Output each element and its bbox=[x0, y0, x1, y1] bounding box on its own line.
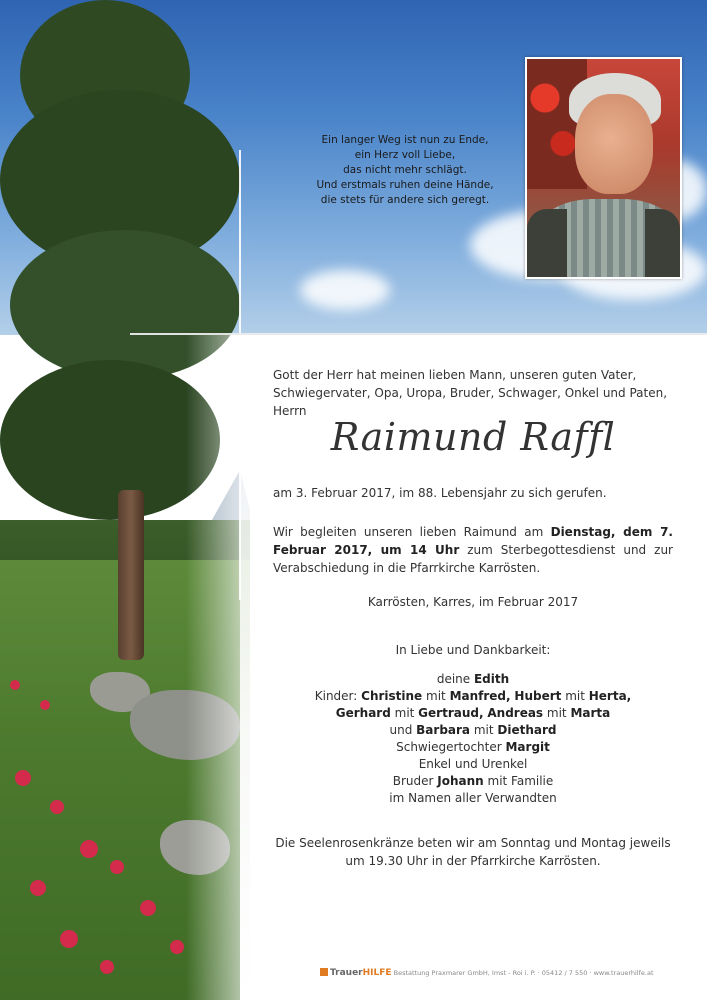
cross-horizontal bbox=[130, 333, 707, 335]
logo-text: Trauer bbox=[330, 968, 363, 978]
logo-text-accent: HILFE bbox=[362, 968, 392, 978]
mourner-name: Barbara bbox=[416, 723, 471, 737]
funeral-info bbox=[273, 523, 673, 577]
intro-text: Gott der Herr hat meinen lieben Mann, unseren guten Vater, Schwiegervater, Opa, Uropa, Bruder, Schwager, Onkel und Paten, Herrn bbox=[273, 368, 668, 418]
flower bbox=[60, 930, 78, 948]
tree-trunk bbox=[118, 490, 144, 660]
deceased-name: Raimund Raffl bbox=[330, 415, 616, 459]
mourner-text: und bbox=[389, 723, 417, 737]
mourner-text: deine bbox=[436, 672, 474, 686]
poem-line: ein Herz voll Liebe, bbox=[354, 149, 456, 161]
mourner-line: Enkel und Urenkel bbox=[418, 757, 528, 771]
flower bbox=[100, 960, 114, 974]
poem bbox=[290, 133, 520, 208]
mourner-name: Gerhard bbox=[335, 706, 391, 720]
mourner-name: Marta bbox=[570, 706, 611, 720]
mourner-name: Manfred, bbox=[449, 689, 511, 703]
death-date-text: am 3. Februar 2017, im 88. Lebensjahr zu sich gerufen. bbox=[273, 486, 607, 500]
mourner-text: mit bbox=[561, 689, 589, 703]
mourner-text: mit bbox=[543, 706, 571, 720]
flower bbox=[50, 800, 64, 814]
mourner-name: Gertraud, bbox=[418, 706, 484, 720]
mourner-line bbox=[273, 722, 673, 739]
funeral-text: zum Sterbegottesdienst und zur Verabschiedung in die Pfarrkirche Karrösten. bbox=[273, 543, 673, 575]
mourner-name: Hubert bbox=[514, 689, 562, 703]
footer bbox=[320, 968, 654, 978]
portrait-photo bbox=[525, 57, 682, 279]
mourner-line: im Namen aller Verwandten bbox=[389, 791, 557, 805]
place-date: Karrösten, Karres, im Februar 2017 bbox=[367, 595, 579, 609]
mourner-line bbox=[273, 688, 673, 705]
mourner-text: Schwiegertochter bbox=[396, 740, 506, 754]
mourner-name: Andreas bbox=[487, 706, 544, 720]
mourner-name: Herta, bbox=[588, 689, 632, 703]
poem-line: Und erstmals ruhen deine Hände, bbox=[316, 179, 494, 191]
mourner-line bbox=[273, 773, 673, 790]
cloud bbox=[300, 270, 390, 310]
poem-line: Ein langer Weg ist nun zu Ende, bbox=[321, 134, 489, 146]
mourner-line bbox=[273, 705, 673, 722]
poem-line: das nicht mehr schlägt. bbox=[343, 164, 467, 176]
flower bbox=[10, 680, 20, 690]
poem-line: die stets für andere sich geregt. bbox=[320, 194, 490, 206]
logo-square-icon bbox=[320, 968, 328, 976]
mourners-list bbox=[273, 671, 673, 807]
panel-fade bbox=[150, 335, 240, 1000]
trauerhilfe-logo bbox=[320, 968, 392, 978]
mourner-text: mit Familie bbox=[483, 774, 554, 788]
mourner-text: mit bbox=[390, 706, 419, 720]
mourner-name: Edith bbox=[473, 672, 510, 686]
cross-vertical bbox=[239, 150, 241, 600]
mourner-name: Christine bbox=[361, 689, 423, 703]
mourner-text: Bruder bbox=[392, 774, 438, 788]
mourner-text: mit bbox=[470, 723, 498, 737]
mourner-line bbox=[273, 739, 673, 756]
flower bbox=[40, 700, 50, 710]
portrait-jacket bbox=[527, 209, 567, 279]
love-line: In Liebe und Dankbarkeit: bbox=[395, 643, 551, 657]
rosary-info: Die Seelenrosenkränze beten wir am Sonntag und Montag jeweils um 19.30 Uhr in der Pfarrkirche Karrösten. bbox=[275, 836, 671, 868]
mourner-name: Diethard bbox=[497, 723, 557, 737]
mourner-text: mit bbox=[422, 689, 450, 703]
mourner-line bbox=[273, 671, 673, 688]
footer-info: Bestattung Praxmarer GmbH, Imst - Roi i. P. · 05412 / 7 550 · www.trauerhilfe.at bbox=[393, 969, 654, 977]
flower bbox=[110, 860, 124, 874]
portrait-face bbox=[575, 94, 653, 194]
portrait-jacket bbox=[645, 209, 680, 279]
mourner-name: Johann bbox=[437, 774, 484, 788]
flower bbox=[80, 840, 98, 858]
flower bbox=[30, 880, 46, 896]
funeral-datetime: Dienstag, dem 7. Februar 2017, um 14 Uhr bbox=[273, 525, 673, 557]
flower bbox=[15, 770, 31, 786]
mourner-text: Kinder: bbox=[314, 689, 362, 703]
funeral-text: Wir begleiten unseren lieben Raimund am bbox=[273, 525, 551, 539]
mourner-name: Margit bbox=[505, 740, 550, 754]
